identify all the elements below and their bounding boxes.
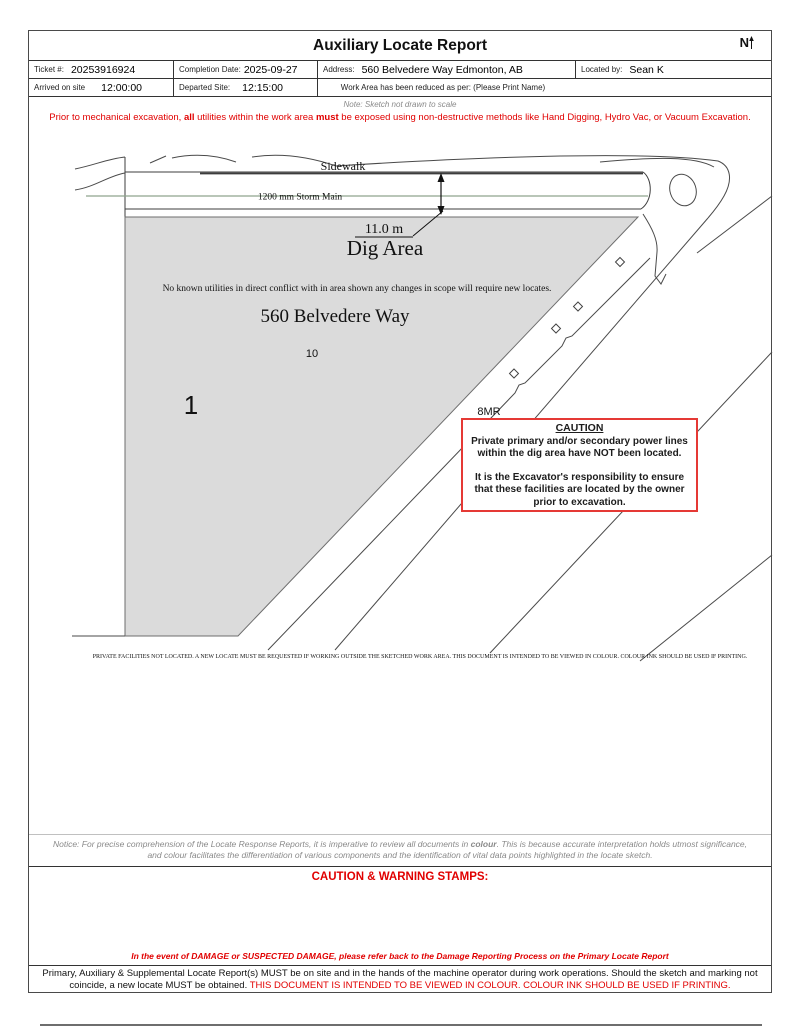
- completion-date-cell: [174, 61, 318, 78]
- ticket-value: 20253916924: [70, 63, 136, 76]
- completion-date-value: 2025-09-27: [243, 63, 298, 76]
- notice-bold: colour: [470, 839, 497, 849]
- no-conflict-note: No known utilities in direct conflict with in area shown any changes in scope will require new locates.: [162, 284, 552, 294]
- dig-area-label: Dig Area: [346, 236, 424, 260]
- completion-date-label: Completion Date:: [179, 65, 241, 74]
- arrived-cell: [29, 79, 174, 96]
- title-bar: [29, 31, 771, 61]
- work-area-reduced-label: Work Area has been reduced as per: (Please Print Name): [340, 83, 546, 92]
- departed-label: Departed Site:: [179, 83, 231, 92]
- note-area: [29, 97, 771, 126]
- warning-bold: all: [183, 112, 195, 123]
- located-by-cell: [576, 61, 771, 78]
- form-row-1: [29, 61, 771, 79]
- departed-value: 12:15:00: [242, 81, 284, 94]
- sidewalk-label: Sidewalk: [320, 159, 366, 173]
- address-value: 560 Belvedere Way Edmonton, AB: [361, 63, 523, 76]
- located-by-value: Sean K: [629, 63, 664, 76]
- page-title: Auxiliary Locate Report: [313, 37, 487, 54]
- caution-stamp-heading: CAUTION: [555, 422, 604, 434]
- sketch-fine-print: PRIVATE FACILITIES NOT LOCATED. A NEW LOCATE MUST BE REQUESTED IF WORKING OUTSIDE THE SKETCHED WORK AREA. THIS DOCUMENT IS INTENDED TO BE VIEWED IN COLOUR. COLOUR INK SHOULD BE USED IF PRINTING.: [92, 654, 748, 660]
- damage-note: In the event of DAMAGE or SUSPECTED DAMAGE, please refer back to the Damage Reporting Process on the Primary Locate Report: [131, 951, 669, 961]
- caution-warning-stamps-section: [29, 867, 771, 966]
- dimension-label: 11.0 m: [364, 222, 404, 237]
- colour-notice-section: [29, 834, 771, 867]
- notice-text: Notice: For precise comprehension of the Locate Response Reports, it is imperative to review all documents in: [52, 839, 471, 849]
- departed-cell: [174, 79, 318, 96]
- storm-main-label: 1200 mm Storm Main: [257, 192, 343, 203]
- ticket-label: Ticket #:: [34, 65, 64, 74]
- lot-number-10: 10: [305, 348, 319, 360]
- north-label: N: [739, 35, 749, 50]
- warning-text: be exposed using non-destructive methods like Hand Digging, Hydro Vac, or Vacuum Excavation.: [338, 112, 751, 123]
- work-area-cell: [318, 79, 771, 96]
- north-arrow: [740, 35, 755, 50]
- caution-stamp-line: Private primary and/or secondary power lines: [471, 435, 688, 447]
- footer-red-text: THIS DOCUMENT IS INTENDED TO BE VIEWED IN COLOUR. COLOUR INK SHOULD BE USED IF PRINTING.: [249, 980, 731, 991]
- address-label: Address:: [323, 65, 355, 74]
- notice-text: . This is because accurate interpretation holds utmost significance, and colour facilitates the differentiation of various components and the identification of vital data points highlighted in the locate sketch.: [147, 839, 748, 860]
- site-address-label: 560 Belvedere Way: [260, 306, 410, 327]
- footer-text: Primary, Auxiliary & Supplemental Locate Report(s) MUST be on site and in the hands of the machine operator during work operations. Should the sketch and marking not coincide, a new locate MUST be obtained.: [42, 968, 758, 991]
- north-arrow-icon: [748, 36, 755, 50]
- footer-section: [29, 966, 771, 994]
- arrived-label: Arrived on site: [34, 83, 86, 92]
- caution-stamp-line: It is the Excavator's responsibility to ensure: [474, 471, 685, 483]
- warning-bold: must: [315, 112, 339, 123]
- stamps-heading: CAUTION & WARNING STAMPS:: [311, 871, 489, 883]
- warning-text: Prior to mechanical excavation,: [49, 112, 184, 123]
- warning-text: utilities within the work area: [194, 112, 316, 123]
- excavation-warning: [29, 112, 771, 123]
- caution-stamp-box: [461, 418, 698, 512]
- located-by-label: Located by:: [581, 65, 623, 74]
- mr-label: 8MR: [477, 406, 501, 418]
- caution-stamp-line: that these facilities are located by the owner: [474, 484, 685, 495]
- arrived-value: 12:00:00: [101, 81, 143, 94]
- address-cell: [318, 61, 576, 78]
- ticket-cell: [29, 61, 174, 78]
- caution-stamp-line: prior to excavation.: [533, 496, 626, 508]
- form-row-2: [29, 79, 771, 97]
- scale-note: Note: Sketch not drawn to scale: [343, 100, 457, 109]
- lot-number-1: 1: [183, 390, 199, 420]
- caution-stamp-line: within the dig area have NOT been located.: [477, 448, 682, 459]
- next-page-edge: [40, 1024, 762, 1026]
